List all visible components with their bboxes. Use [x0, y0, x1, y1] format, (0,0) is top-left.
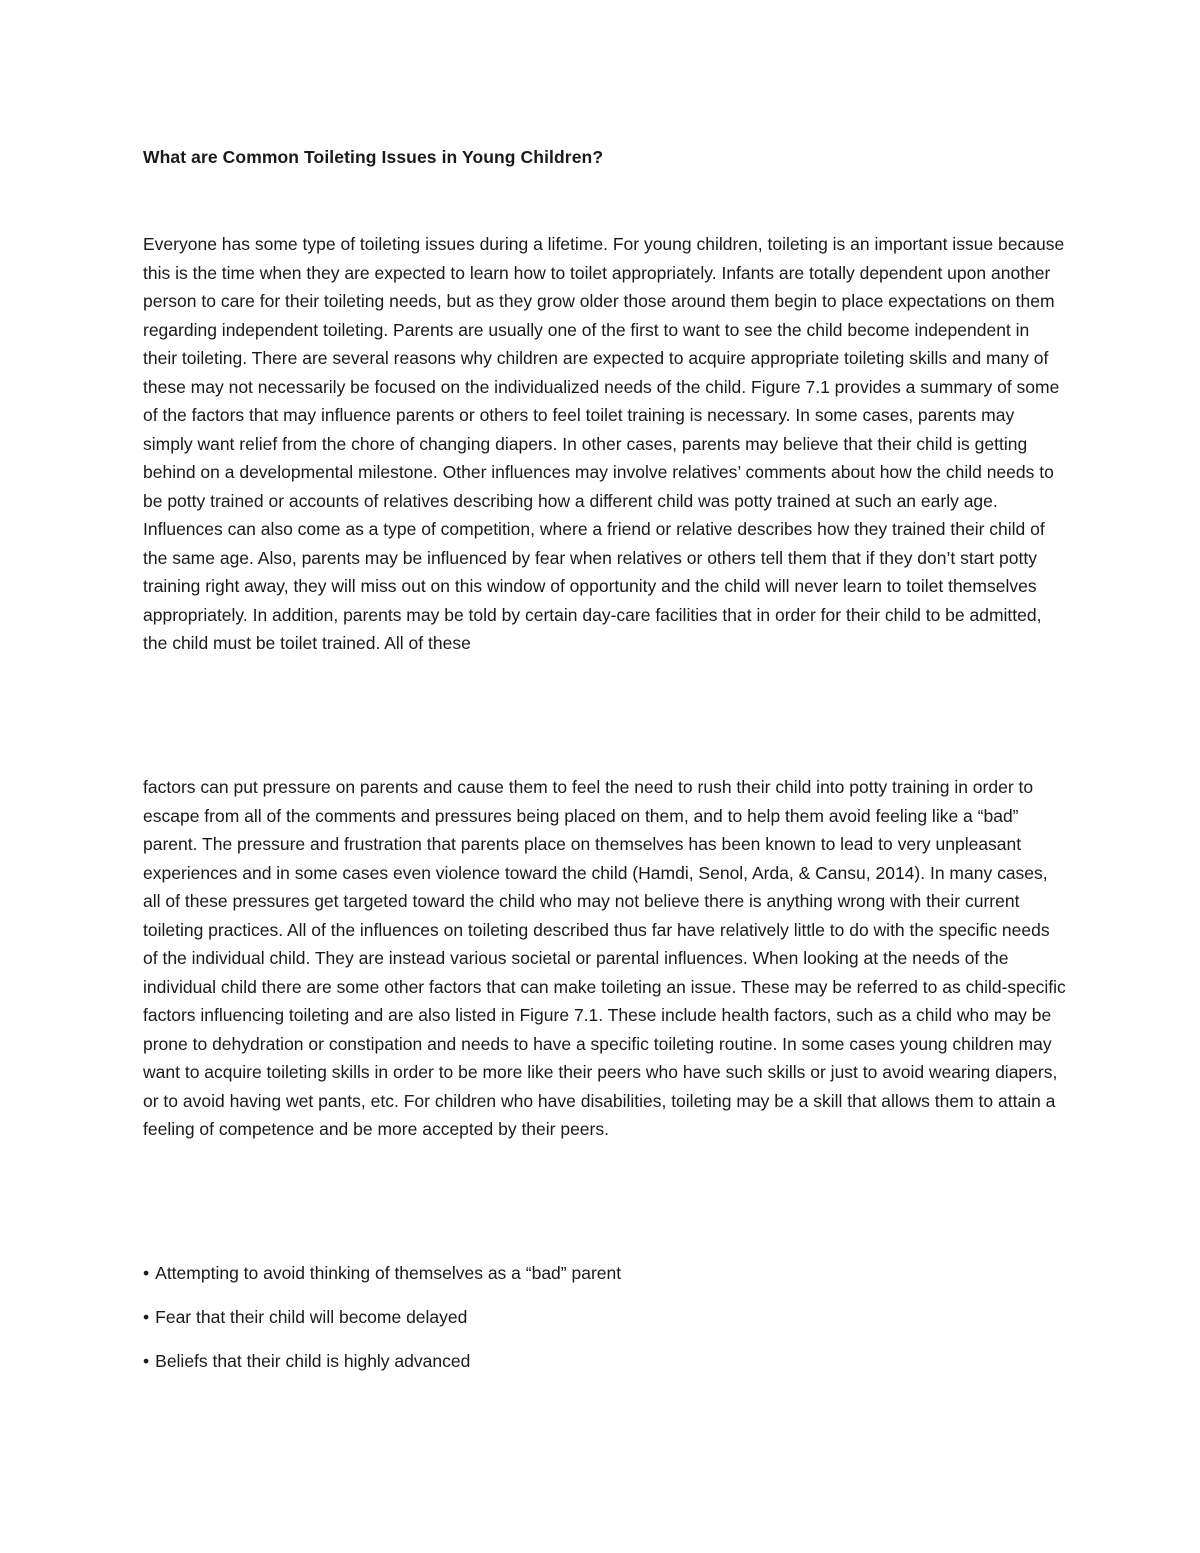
paragraph-1: Everyone has some type of toileting issues during a lifetime. For young children, toileting is an important issue because this is the time when they are expected to learn how to toilet appropriately. Infants are totally dependent upon another person to care for their toileting needs, but as they grow older those around them begin to place expectations on them regarding independent toileting. Parents are usually one of the first to want to see the child become independent in their toileting. There are several reasons why children are expected to acquire appropriate toileting skills and many of these may not necessarily be focused on the individualized needs of the child. Figure 7.1 provides a summary of some of the factors that may influence parents or others to feel toilet training is necessary. In some cases, parents may simply want relief from the chore of changing diapers. In other cases, parents may believe that their child is getting behind on a developmental milestone. Other influences may involve relatives’ comments about how the child needs to be potty trained or accounts of relatives describing how a different child was potty trained at such an early age. Influences can also come as a type of competition, where a friend or relative describes how they trained their child of the same age. Also, parents may be influenced by fear when relatives or others tell them that if they don’t start potty training right away, they will miss out on this window of opportunity and the child will never learn to toilet themselves appropriately. In addition, parents may be told by certain day-care facilities that in order for their child to be admitted, the child must be toilet trained. All of these	[143, 234, 1065, 653]
bullet-icon: •	[143, 1263, 150, 1283]
bullet-icon: •	[143, 1351, 150, 1371]
bullet-icon: •	[143, 1307, 150, 1327]
document-title: What are Common Toileting Issues in Young Children?	[143, 147, 604, 167]
list-item	[143, 1259, 1068, 1288]
bullet-text: Attempting to avoid thinking of themselves as a “bad” parent	[155, 1263, 622, 1283]
bullet-list	[143, 1259, 1068, 1391]
list-item	[143, 1347, 1068, 1376]
bullet-text: Beliefs that their child is highly advanced	[155, 1351, 471, 1371]
list-item	[143, 1303, 1068, 1332]
paragraph-2: factors can put pressure on parents and cause them to feel the need to rush their child into potty training in order to escape from all of the comments and pressures being placed on them, and to help them avoid feeling like a “bad” parent. The pressure and frustration that parents place on themselves has been known to lead to very unpleasant experiences and in some cases even violence toward the child (Hamdi, Senol, Arda, & Cansu, 2014). In many cases, all of these pressures get targeted toward the child who may not believe there is anything wrong with their current toileting practices. All of the influences on toileting described thus far have relatively little to do with the specific needs of the individual child. They are instead various societal or parental influences. When looking at the needs of the individual child there are some other factors that can make toileting an issue. These may be referred to as child-specific factors influencing toileting and are also listed in Figure 7.1. These include health factors, such as a child who may be prone to dehydration or constipation and needs to have a specific toileting routine. In some cases young children may want to acquire toileting skills in order to be more like their peers who have such skills or just to avoid wearing diapers, or to avoid having wet pants, etc. For children who have disabilities, toileting may be a skill that allows them to attain a feeling of competence and be more accepted by their peers.	[143, 777, 1066, 1139]
bullet-text: Fear that their child will become delayed	[155, 1307, 468, 1327]
